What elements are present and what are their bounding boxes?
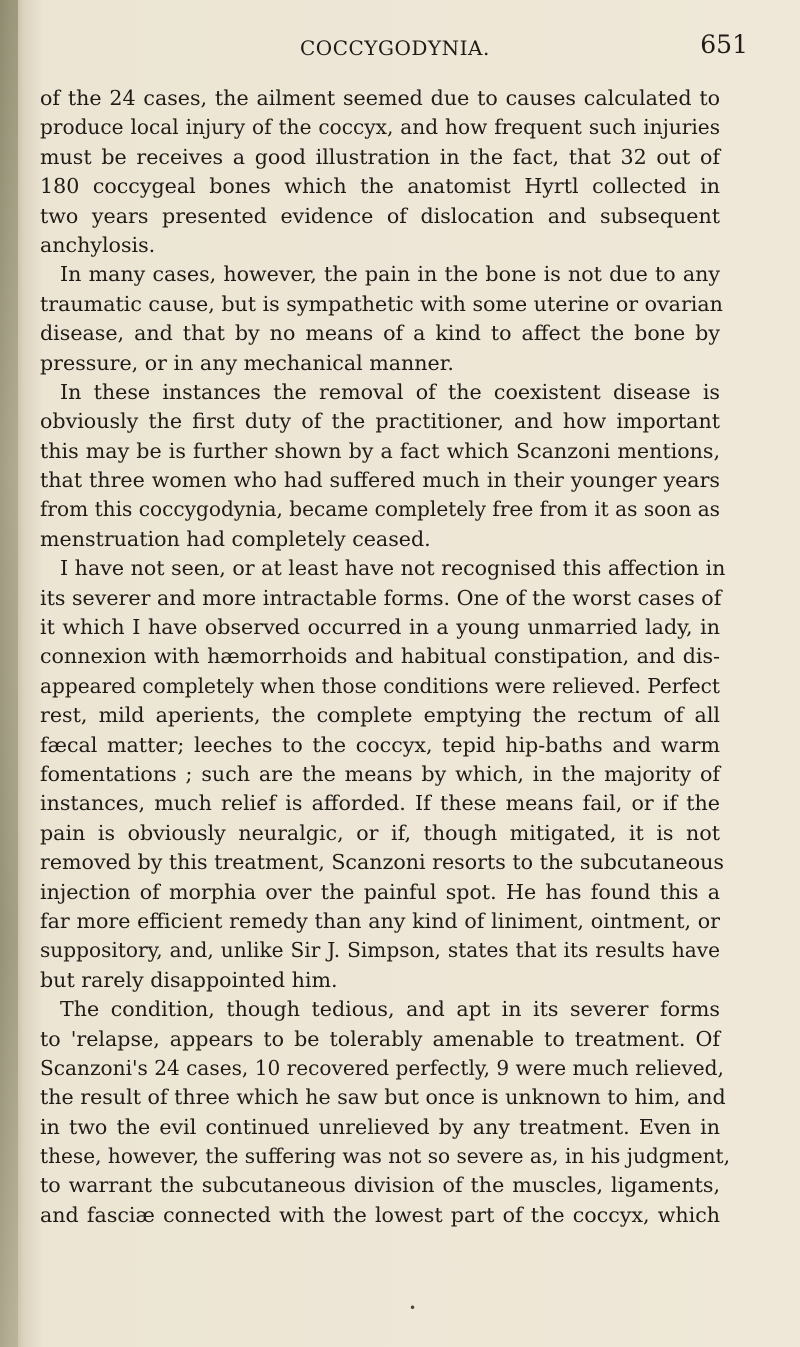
- text-line: these, however, the suffering was not so severe as, in his judgment,: [40, 1144, 731, 1169]
- page-number: 651: [700, 30, 748, 59]
- text-line: must be receives a good illustration in the fact, that 32 out of: [40, 144, 720, 169]
- text-line: traumatic cause, but is sympathetic with some uterine or ovarian: [40, 291, 723, 316]
- paragraph-end-line: but rarely disappointed him.: [40, 967, 338, 992]
- text-line: rest, mild aperients, the complete emptying the rectum of all: [40, 703, 720, 728]
- text-line: and fasciæ connected with the lowest part of the coccyx, which: [40, 1202, 720, 1227]
- text-line: appeared completely when those conditions were relieved. Perfect: [40, 673, 720, 698]
- running-title: COCCYGODYNIA.: [300, 36, 490, 60]
- text-line: instances, much relief is afforded. If these means fail, or if the: [40, 791, 720, 816]
- text-line: pain is obviously neuralgic, or if, though mitigated, it is not: [40, 820, 720, 845]
- text-line: disease, and that by no means of a kind to affect the bone by: [40, 321, 720, 346]
- text-line: in two the evil continued unrelieved by any treatment. Even in: [40, 1114, 720, 1139]
- text-line: that three women who had suffered much in their younger years: [40, 468, 720, 493]
- text-line: to 'relapse, appears to be tolerably amenable to treatment. Of: [40, 1026, 720, 1051]
- signature-mark: •: [409, 1301, 417, 1315]
- text-line: injection of morphia over the painful spot. He has found this a: [40, 879, 720, 904]
- text-line: suppository, and, unlike Sir J. Simpson, states that its results have: [40, 938, 720, 963]
- text-line: its severer and more intractable forms. One of the worst cases of: [40, 585, 722, 610]
- text-line: from this coccygodynia, became completely free from it as soon as: [40, 497, 720, 522]
- text-line: far more efficient remedy than any kind of liniment, ointment, or: [40, 908, 720, 933]
- text-line: two years presented evidence of dislocation and subsequent: [40, 203, 720, 228]
- text-line: to warrant the subcutaneous division of the muscles, ligaments,: [40, 1173, 720, 1198]
- paragraph-end-line: pressure, or in any mechanical manner.: [40, 350, 454, 375]
- paragraph-end-line: anchylosis.: [40, 232, 156, 257]
- paragraph-start-line: The condition, though tedious, and apt in its severer forms: [60, 997, 720, 1022]
- text-line: obviously the first duty of the practitioner, and how important: [40, 409, 720, 434]
- paragraph-start-line: In these instances the removal of the coexistent disease is: [60, 379, 720, 404]
- text-line: of the 24 cases, the ailment seemed due to causes calculated to: [40, 86, 720, 110]
- paragraph-start-line: In many cases, however, the pain in the bone is not due to any: [60, 262, 720, 287]
- paragraph-end-line: menstruation had completely ceased.: [40, 526, 431, 551]
- text-line: produce local injury of the coccyx, and how frequent such injuries: [40, 115, 720, 140]
- paragraph-start-line: I have not seen, or at least have not recognised this affection in: [60, 556, 726, 581]
- text-line: Scanzoni's 24 cases, 10 recovered perfectly, 9 were much relieved,: [40, 1055, 724, 1080]
- text-line: the result of three which he saw but once is unknown to him, and: [40, 1085, 726, 1110]
- text-line: removed by this treatment, Scanzoni resorts to the subcutaneous: [40, 850, 724, 875]
- text-line: this may be is further shown by a fact which Scanzoni mentions,: [40, 438, 720, 463]
- text-line: 180 coccygeal bones which the anatomist Hyrtl collected in: [40, 174, 720, 199]
- text-line: it which I have observed occurred in a young unmarried lady, in: [40, 615, 720, 640]
- text-line: fomentations ; such are the means by which, in the majority of: [40, 761, 720, 786]
- binding-gutter: [0, 0, 18, 1347]
- text-line: connexion with hæmorrhoids and habitual constipation, and dis-: [40, 644, 720, 669]
- body-text: [40, 84, 731, 1230]
- text-line: fæcal matter; leeches to the coccyx, tepid hip-baths and warm: [40, 732, 720, 757]
